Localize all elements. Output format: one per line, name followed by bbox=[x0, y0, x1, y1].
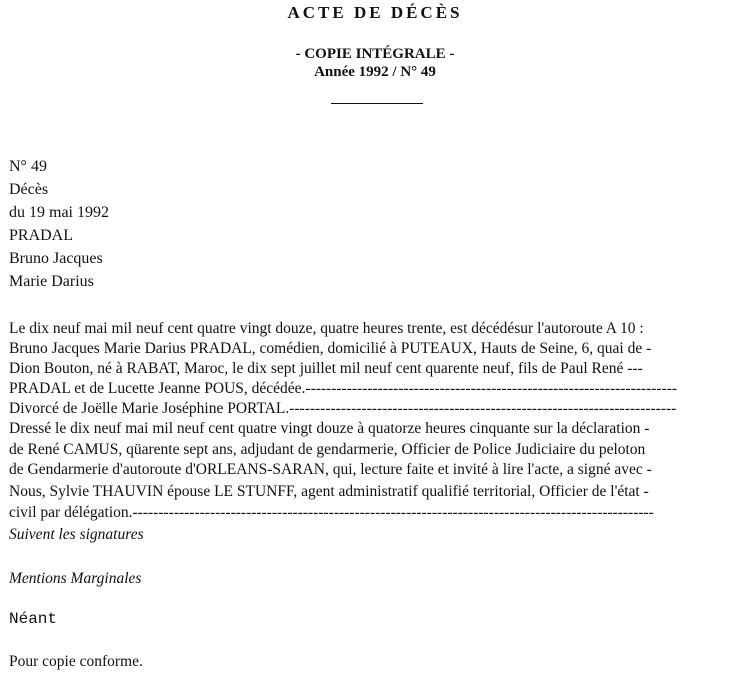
deceased-firstnames-2: Marie Darius bbox=[9, 273, 94, 290]
document-title: ACTE DE DÉCÈS bbox=[287, 3, 463, 22]
mentions-marginales-heading: Mentions Marginales bbox=[9, 570, 142, 587]
body-line: civil par délégation.----------------------------------------------------------------------------------------------------- bbox=[9, 504, 654, 521]
body-line: de Gendarmerie d'autoroute d'ORLEANS-SARAN, qui, lecture faite et invité à lire l'acte, a signé avec - bbox=[9, 461, 652, 478]
body-line: Dion Bouton, né à RABAT, Maroc, le dix sept juillet mil neuf cent quarente neuf, fils de Paul René --- bbox=[9, 360, 643, 377]
act-type: Décès bbox=[9, 181, 49, 198]
act-number: N° 49 bbox=[9, 158, 47, 175]
body-line: PRADAL et de Lucette Jeanne POUS, décédée.------------------------------------------------------------------------ bbox=[9, 380, 678, 397]
body-line: de René CAMUS, qüarente sept ans, adjudant de gendarmerie, Officier de Police Judiciaire du peloton bbox=[9, 441, 646, 458]
deceased-firstnames-1: Bruno Jacques bbox=[9, 250, 103, 267]
signatures-note: Suivent les signatures bbox=[9, 526, 144, 543]
body-line: Nous, Sylvie THAUVIN épouse LE STUNFF, agent administratif qualifié territorial, Officier de l'état - bbox=[9, 483, 649, 500]
deceased-surname: PRADAL bbox=[9, 227, 74, 244]
certified-copy-note: Pour copie conforme. bbox=[9, 653, 143, 670]
body-line: Le dix neuf mai mil neuf cent quatre vingt douze, quatre heures trente, est décédésur l'autoroute A 10 : bbox=[9, 320, 644, 337]
body-line: Divorcé de Joëlle Marie Joséphine PORTAL.--------------------------------------------------------------------------- bbox=[9, 400, 677, 417]
year-number-heading: Année 1992 / N° 49 bbox=[314, 64, 436, 80]
body-line: Bruno Jacques Marie Darius PRADAL, comédien, domicilié à PUTEAUX, Hauts de Seine, 6, quai de - bbox=[9, 340, 652, 357]
mentions-value: Néant bbox=[9, 610, 58, 628]
body-line: Dressé le dix neuf mai mil neuf cent quatre vingt douze à quatorze heures cinquante sur la déclaration - bbox=[9, 420, 650, 437]
copie-integrale-heading: - COPIE INTÉGRALE - bbox=[295, 46, 455, 62]
header-rule bbox=[331, 103, 423, 104]
act-date: du 19 mai 1992 bbox=[9, 204, 109, 221]
